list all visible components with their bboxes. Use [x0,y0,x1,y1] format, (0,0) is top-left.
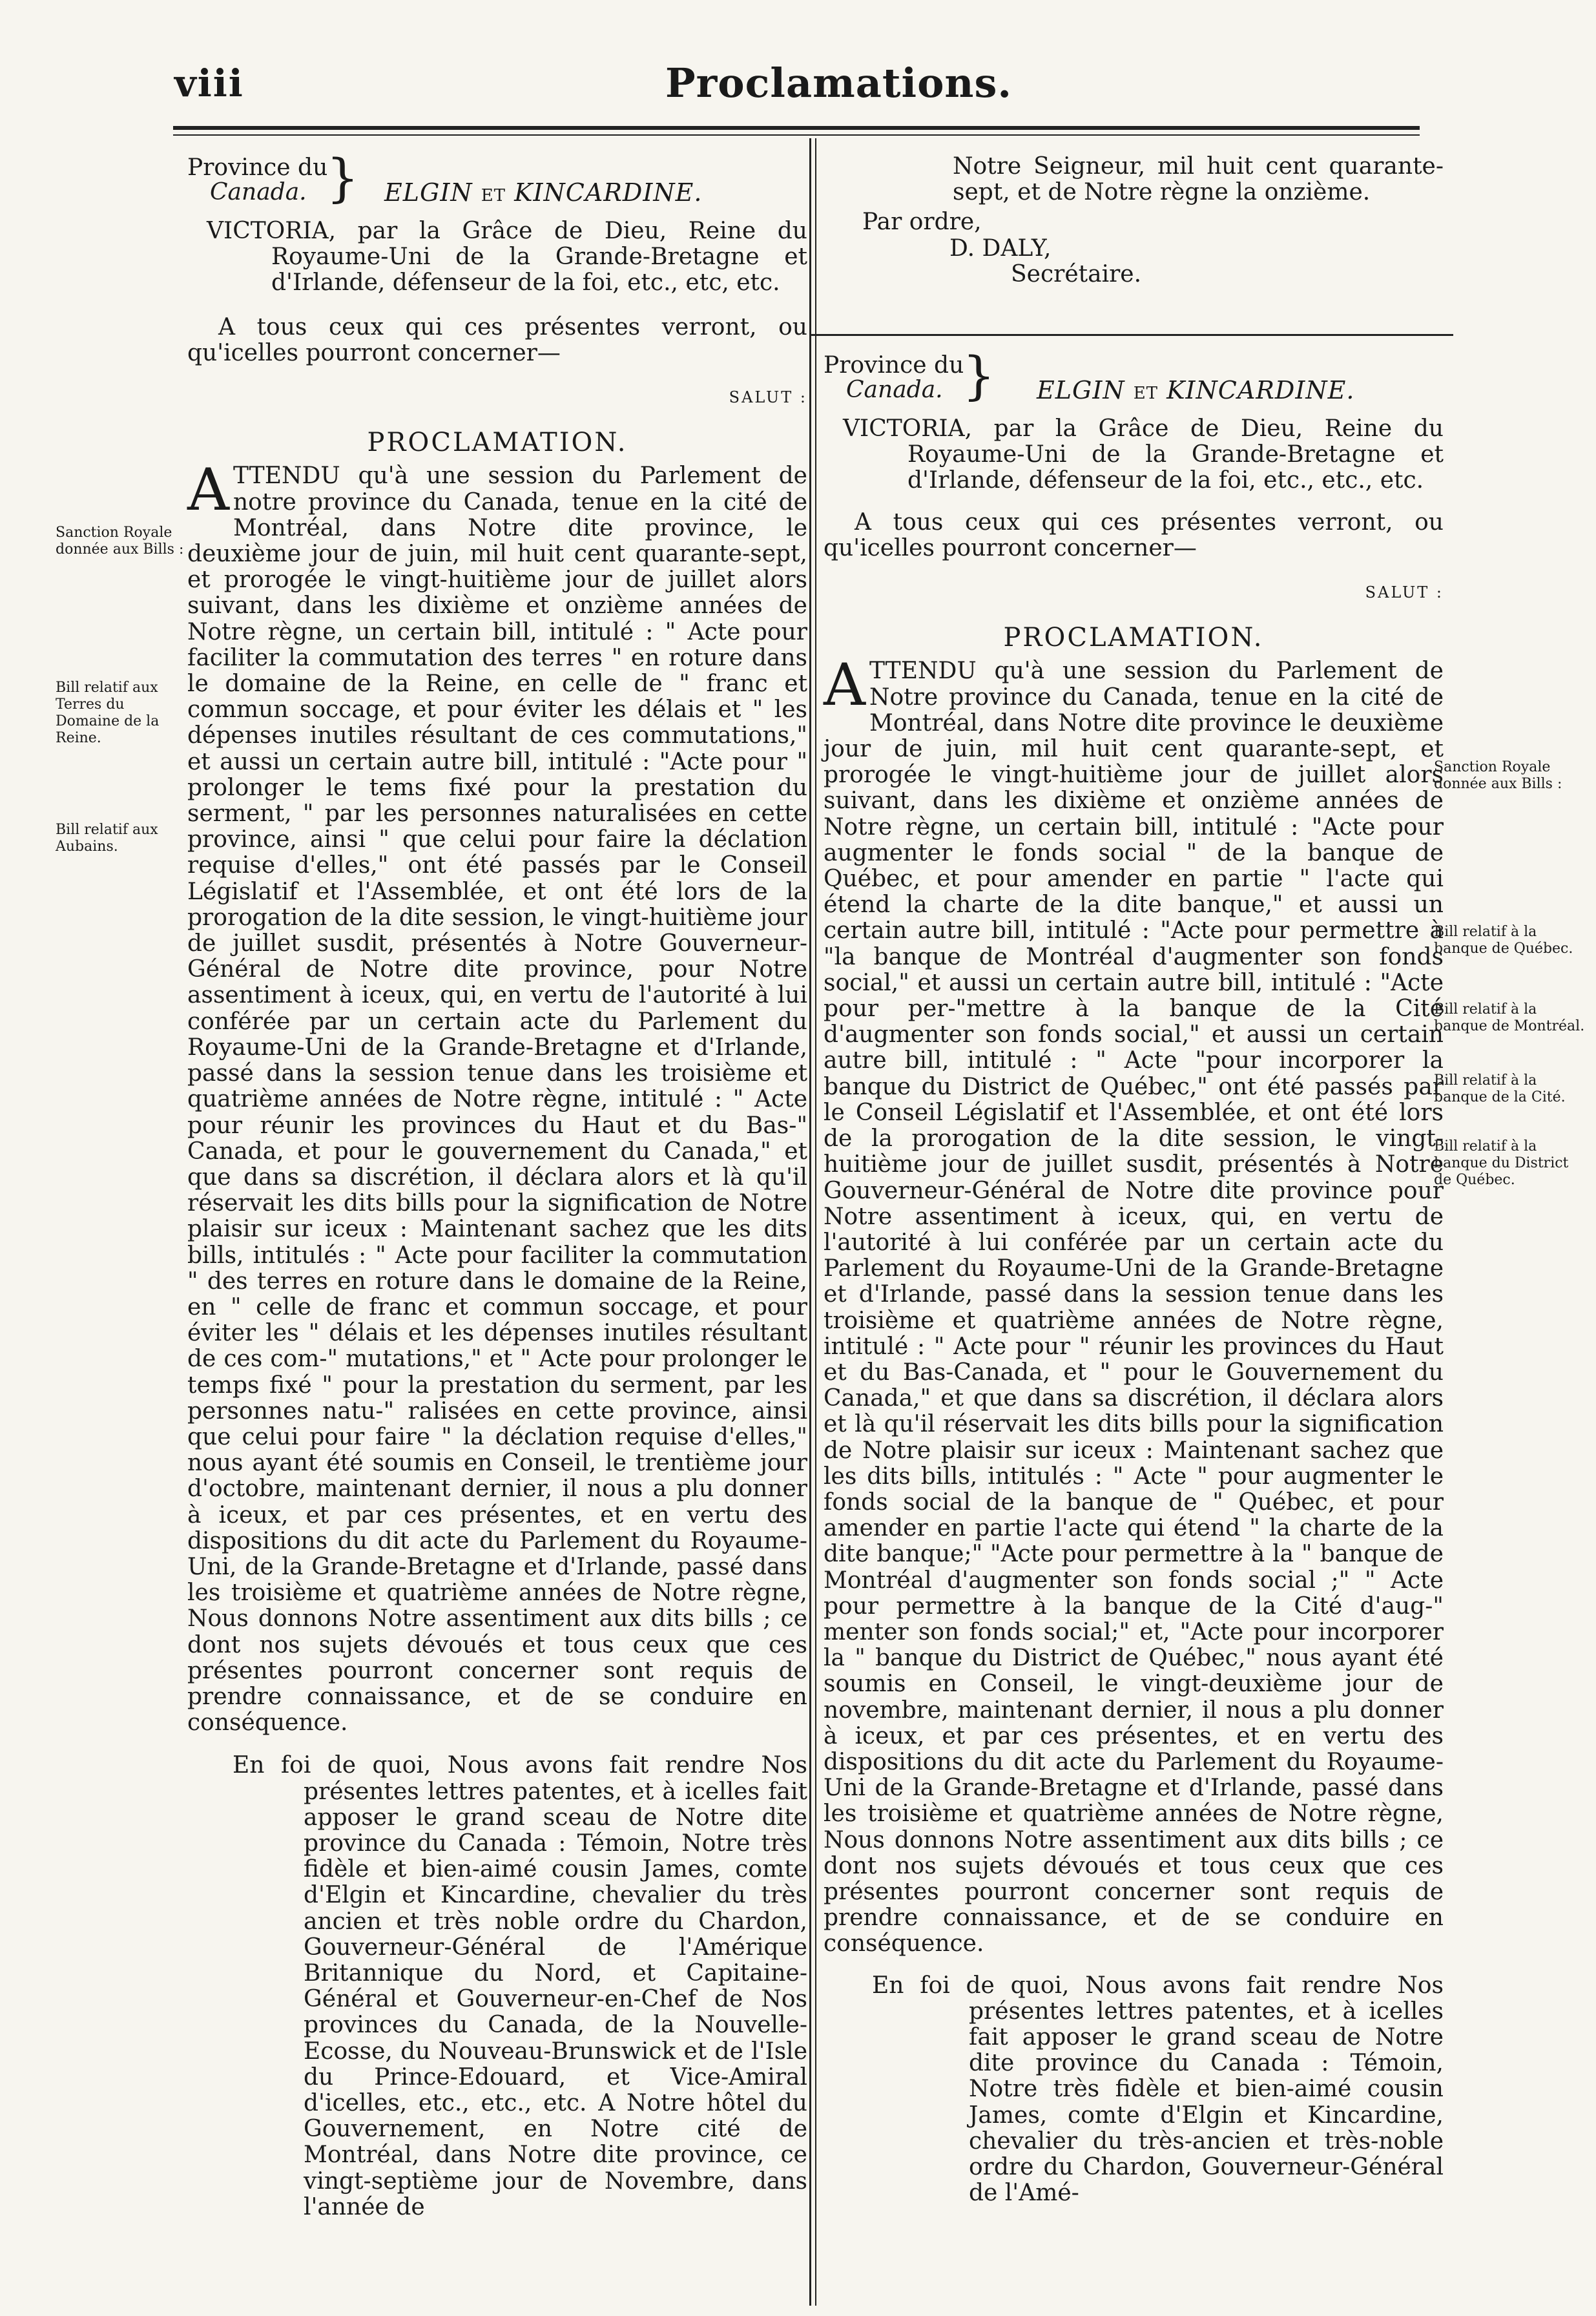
province-line: Province du [187,154,328,181]
column-divider-inner [815,138,816,2306]
column-divider [809,138,811,2306]
margin-note-banque-quebec: Bill relatif à la banque de Québec. [1434,924,1573,957]
proclamation-body: ATTENDU qu'à une session du Parlement de Notre province du Canada, tenue en la cité de Montréal, dans Notre dite province le deuxième jour de juin, mil huit cent quarante-sept, et prorogée le vingt-huitième jour de juillet alors suivant, dans les dixième et onzième années de Notre règne, un certain bill, intitulé : "Acte pour augmenter le fonds social " de la banque de Québec, et pour amender en partie " l'acte qui étend la charte de la dite banque," et aussi un certain autre bill, intitulé : "Acte pour permettre à "la banque de Montréal d'augmenter son fonds social," et aussi un certain autre bill, intitulé : "Acte pour per-"mettre à la banque de la Cité d'augmenter son fonds social," et aussi un certain autre bill, intitulé : " Acte "pour incorporer la banque du District de Québec," ont été passés par le Conseil Législatif et l'Assemblée, et ont été lors de la prorogation de la dite session, le vingt-huitième jour de juillet susdit, présentés à Notre Gouverneur-Général de Notre dite province pour Notre assentiment à iceux, qui, en vertu de l'autorité à lui conférée par un certain acte du Parlement du Royaume-Uni de la Grande-Bretagne et d'Irlande, passé dans la session tenue dans les troisième et quatrième années de Notre règne, intitulé : " Acte pour " réunir les provinces du Haut et du Bas-Canada, et " pour le Gouvernement du Canada," et que dans sa discrétion, il déclara alors et là qu'il réservait les dits bills pour la signification de Notre plaisir sur iceux : Maintenant sachez que les dits bills, intitulés : " Acte " pour augmenter le fonds social de la banque de " Québec, et pour amender en partie l'acte qui étend " la charte de la dite banque;" "Acte pour permettre à la " banque de Montréal d'augmenter son fonds social ;" " Acte pour permettre à la banque de la Cité d'aug-" menter son fonds social;" et, "Acte pour incorporer la " banque du District de Québec," nous ayant été soumis en Conseil, le vingt-deuxième jour de novembre, maintenant dernier, il nous a plu donner à iceux, et par ces présentes, et en vertu des dispositions du dit acte du Parlement du Royaume-Uni de la Grande-Bretagne et d'Irlande, passé dans les troisième et quatrième années de Notre règne, Nous donnons Notre assentiment aux dits bills ; ce dont nos sujets dévoués et tous ceux que ces présentes pourront concerner sont requis de prendre connaissance, et de se conduire en conséquence. [824,651,1444,1957]
par-ordre: Par ordre, [862,209,982,236]
signer-title: Secrétaire. [1011,260,1142,287]
province-name: Canada. [846,377,943,404]
proclamation-heading: PROCLAMATION. [367,428,628,458]
governor-name: ELGIN ET KINCARDINE. [384,178,703,207]
proclamation-body: ATTENDU qu'à une session du Parlement de notre province du Canada, tenue en la cité de Montréal, dans Notre dite province, le deuxième jour de juin, mil huit cent quarante-sept, et prorogée le vingt-huitième jour de juillet alors suivant, dans les dixième et onzième années de Notre règne, un certain bill, intitulé : " Acte pour faciliter la commutation des terres " en roture dans le domaine de la Reine, en celle de " franc et commun soccage, et pour éviter les délais et " les dépenses inutiles résultant de ces commutations," et aussi un certain autre bill, intitulé : "Acte pour " prolonger le tems fixé pour la prestation du serment, " par les personnes naturalisées en cette province, ainsi " que celui pour faire la déclation requise d'elles," ont été passés par le Conseil Législatif et l'Assemblée, et ont été lors de la prorogation de la dite session, le vingt-huitième jour de juillet susdit, présentés à Notre Gouverneur-Général de Notre dite province, pour Notre assentiment à iceux, qui, en vertu de l'autorité à lui conférée par un certain acte du Parlement du Royaume-Uni de la Grande-Bretagne et d'Irlande, passé dans la session tenue dans les troisième et quatrième années de Notre règne, intitulé : " Acte pour réunir les provinces du Haut et du Bas-" Canada, et pour le gouvernement du Canada," et que dans sa discrétion, il déclara alors et là qu'il réservait les dits bills pour la signification de Notre plaisir sur iceux : Maintenant sachez que les dits bills, intitulés : " Acte pour faciliter la commutation " des terres en roture dans le domaine de la Reine, en " celle de franc et commun soccage, et pour éviter les " délais et les dépenses inutiles résultant de ces com-" mutations," et " Acte pour prolonger le temps fixé " pour la prestation du serment, par les personnes natu-" ralisées en cette province, ainsi que celui pour faire " la déclation requise d'elles," nous ayant été soumis en Conseil, le trentième jour d'octobre, maintenant dernier, il nous a plu donner à iceux, et par ces présentes, et en vertu des dispositions du dit acte du Parlement du Royaume-Uni, de la Grande-Bretagne et d'Irlande, passé dans les troisième et quatrième années de Notre règne, Nous donnons Notre assentiment aux dits bills ; ce dont nos sujets dévoués et tous ceux que ces présentes pourront concerner sont requis de prendre connaissance, et de se conduire en conséquence. [187,456,807,1737]
witness-clause: En foi de quoi, Nous avons fait rendre Nos présentes lettres patentes, et à icelles fait apposer le grand sceau de Notre dite province du Canada : Témoin, Notre très fidèle et bien-aimé cousin James, comte d'Elgin et Kincardine, chevalier du très-ancien et très-noble ordre du Chardon, Gouverneur-Général de l'Amé- [872,1972,1444,2207]
brace: } [326,148,359,208]
signer: D. DALY, [949,235,1052,262]
witness-clause: En foi de quoi, Nous avons fait rendre Nos présentes lettres patentes, et à icelles fait apposer le grand sceau de Notre dite province du Canada : Témoin, Notre très fidèle et bien-aimé cousin James, comte d'Elgin et Kincardine, chevalier du très ancien et très noble ordre du Chardon, Gouverneur-Général de l'Amérique Britannique du Nord, et Capitaine-Général et Gouverneur-en-Chef de Nos provinces du Canada, de la Nouvelle-Ecosse, du Nouveau-Brunswick et de l'Isle du Prince-Edouard, et Vice-Amiral d'icelles, etc., etc., etc. A Notre hôtel du Gouvernement, en Notre cité de Montréal, dans Notre dite province, ce vingt-septième jour de Novembre, dans l'année de [233,1752,807,2220]
header-rule-thin [173,134,1420,136]
proclamation-heading: PROCLAMATION. [1003,623,1264,653]
right-column [824,154,1444,2206]
salut: SALUT : [1365,583,1444,602]
margin-note-aubains: Bill relatif aux Aubains. [56,822,158,855]
province-name: Canada. [210,179,307,205]
page-number: viii [174,61,244,105]
governor-name: ELGIN ET KINCARDINE. [1037,376,1355,405]
victoria-title: VICTORIA, par la Grâce de Dieu, Reine du Royaume-Uni de la Grande-Bretagne et d'Irlande, défenseur de la foi, etc., etc, etc. [207,218,807,297]
salut: SALUT : [729,388,807,407]
margin-note-banque-montreal: Bill relatif à la banque de Montréal. [1434,1001,1585,1034]
section-rule [811,334,1453,336]
province-heading [824,346,1444,406]
greeting: A tous ceux qui ces présentes verront, ou qu'icelles pourront concerner— [824,508,1444,561]
province-line: Province du [824,352,964,379]
margin-note-sanction-right: Sanction Royale donnée aux Bills : [1434,759,1562,792]
left-column [187,148,807,2220]
province-heading [187,148,807,208]
margin-note-banque-district: Bill relatif à la banque du District de Québec. [1434,1138,1569,1188]
margin-note-sanction-left: Sanction Royale donnée aux Bills : [56,525,184,558]
margin-note-terres: Bill relatif aux Terres du Domaine de la Reine. [56,680,160,746]
header-rule-thick [173,126,1420,130]
continuation-date: Notre Seigneur, mil huit cent quarante-sept, et de Notre règne la onzième. [953,153,1444,206]
brace: } [962,346,995,406]
victoria-title: VICTORIA, par la Grâce de Dieu, Reine du Royaume-Uni de la Grande-Bretagne et d'Irlande, défenseur de la foi, etc., etc., etc. [843,415,1444,494]
greeting: A tous ceux qui ces présentes verront, ou qu'icelles pourront concerner— [187,313,807,366]
drop-cap: A [824,651,865,720]
page-title: Proclamations. [665,59,1013,107]
margin-note-banque-cite: Bill relatif à la banque de la Cité. [1434,1072,1566,1105]
drop-cap: A [187,456,229,525]
